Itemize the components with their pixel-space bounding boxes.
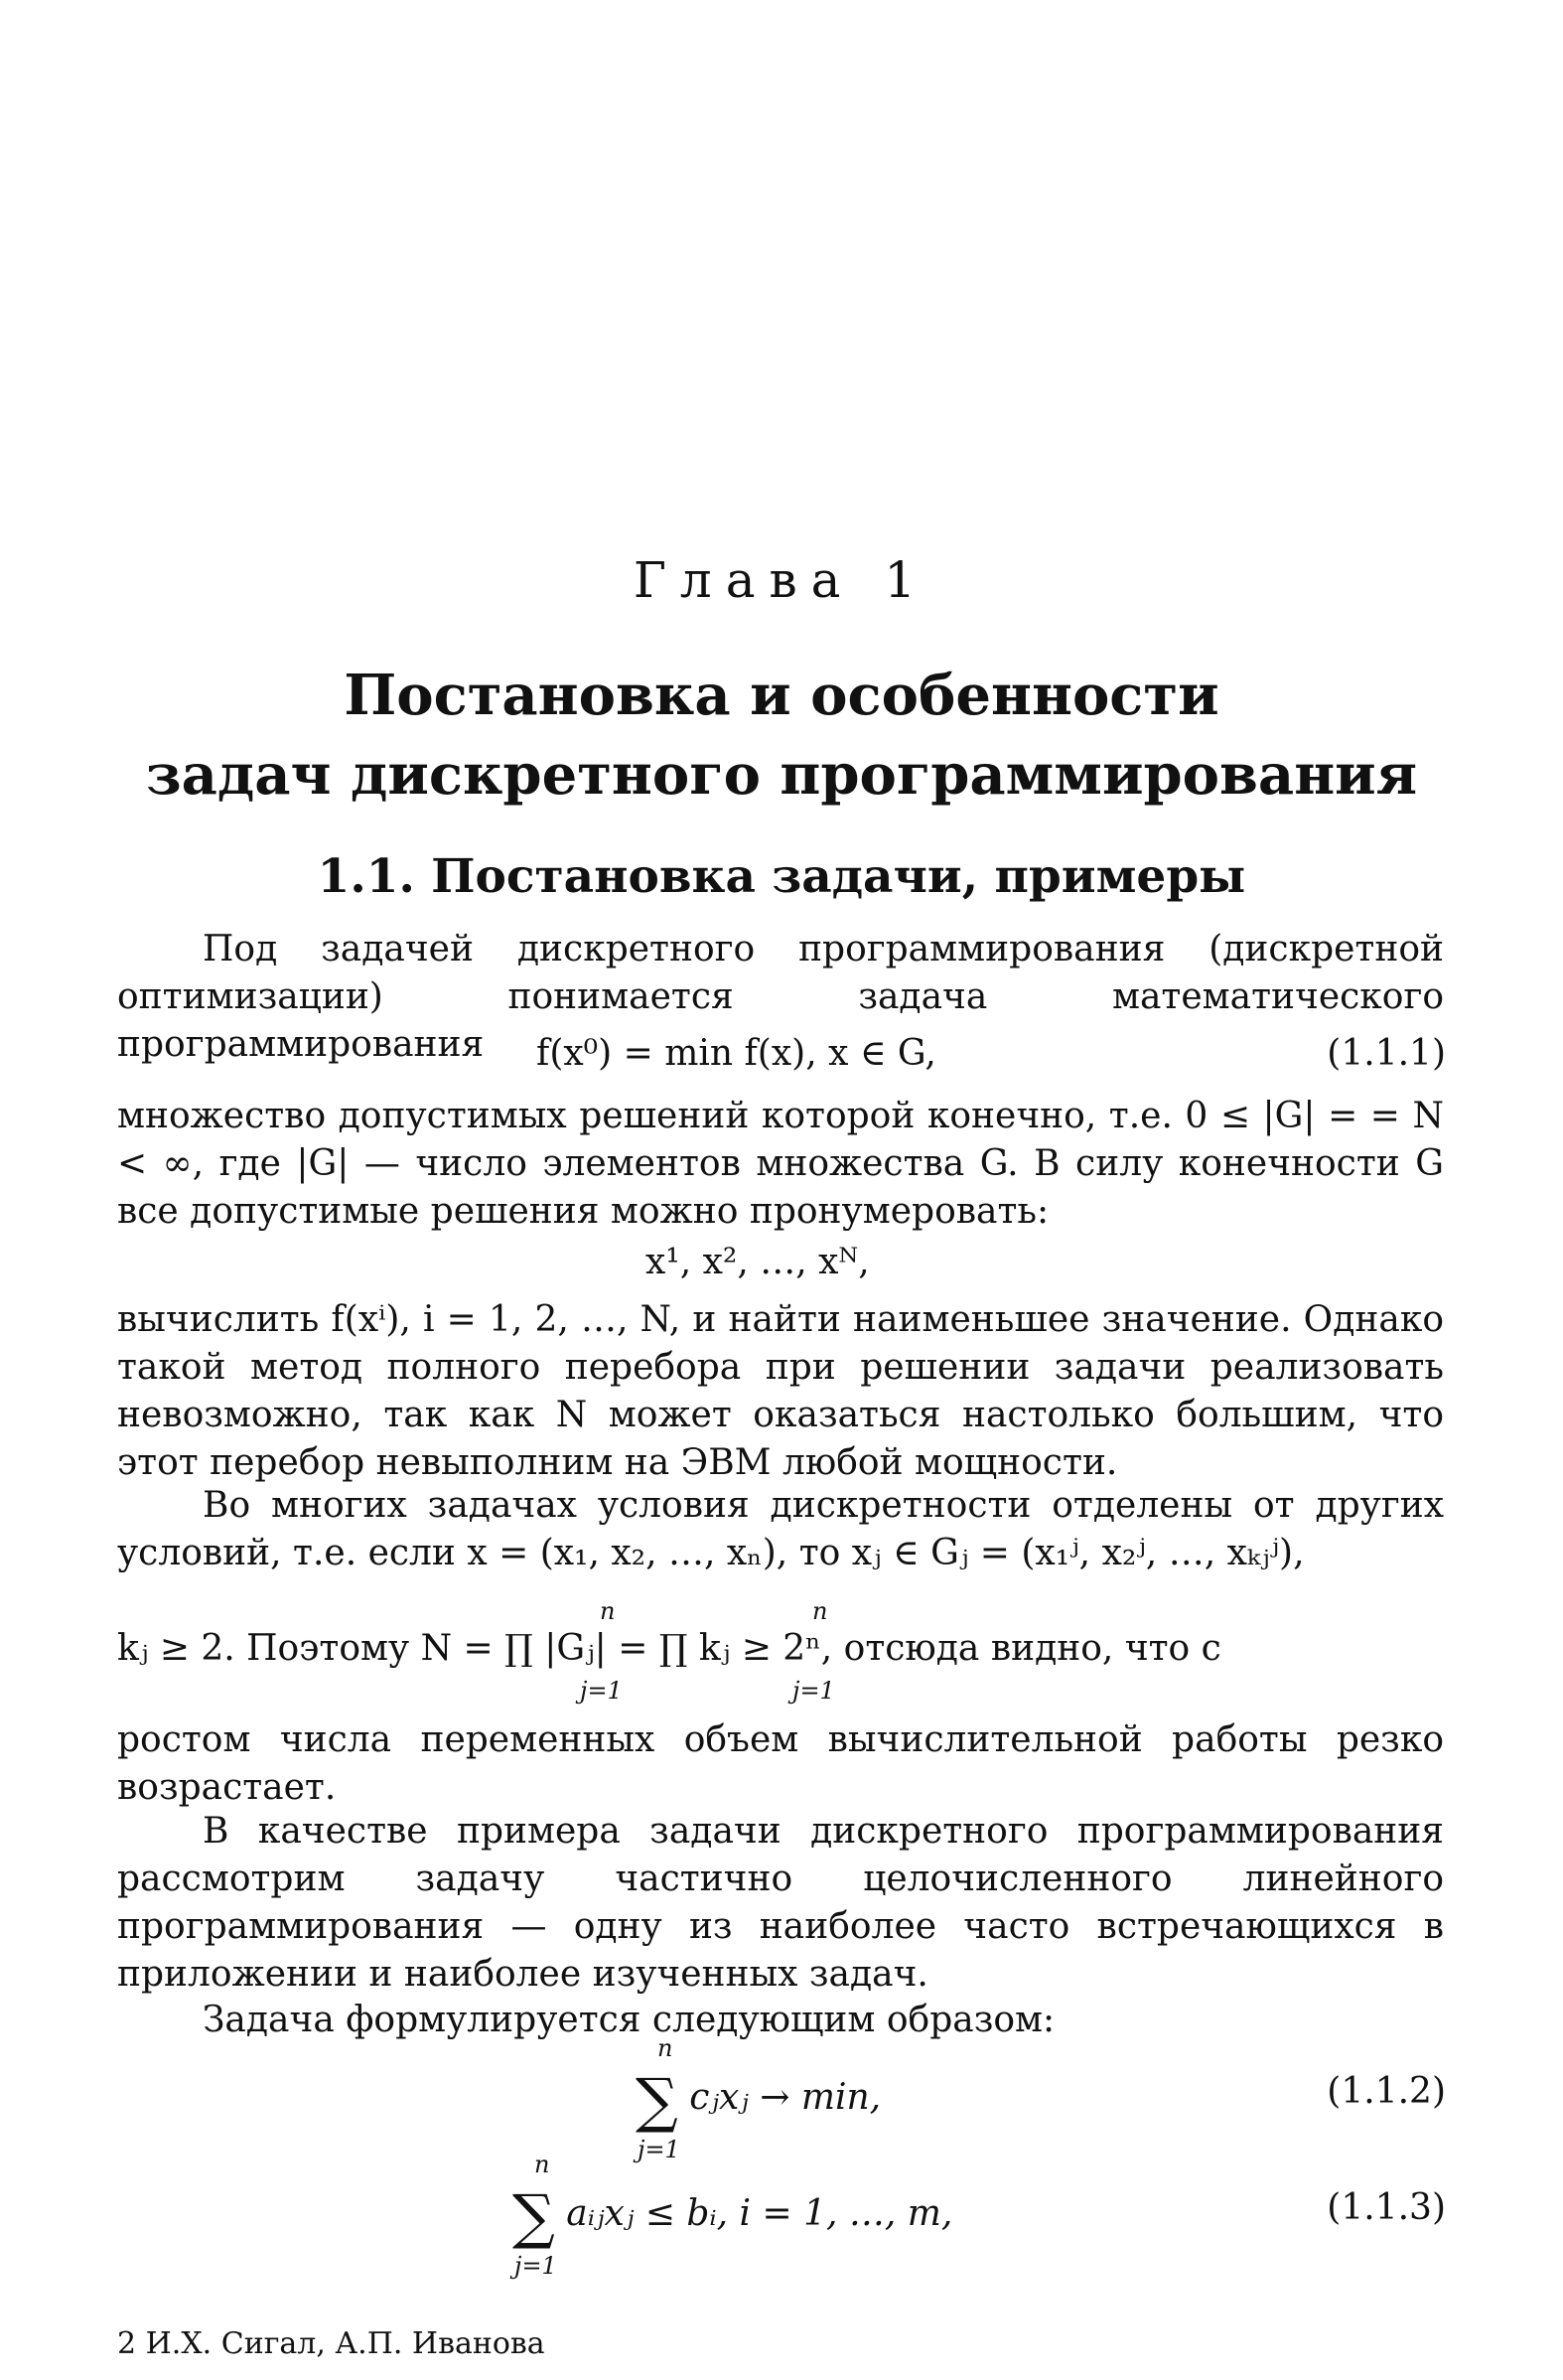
equation-number-1-1-3: (1.1.3) [1327, 2187, 1446, 2228]
product-upper-1: n [600, 1597, 616, 1625]
sum-lower-1: j=1 [638, 2136, 680, 2163]
sum-symbol-1: ∑ [636, 2066, 678, 2136]
equation-1-1-2-body: cⱼxⱼ → min, [689, 2077, 882, 2118]
sum-upper-1: n [657, 2034, 673, 2062]
equation-1-1-3 [512, 2182, 952, 2252]
paragraph-1: Под задачей дискретного программирования (дискретной оптимизации) понимается задача математического программирования [117, 929, 1444, 1065]
section-title: 1.1. Постановка задачи, примеры [317, 849, 1246, 904]
equation-1-1-2 [636, 2066, 881, 2136]
paragraph-4c: ростом числа переменных объем вычислительной работы резко возрастает. [117, 1719, 1444, 1808]
equation-1-1-1: f(x⁰) = min f(x), x ∈ G, [536, 1033, 936, 1074]
chapter-label: Глава 1 [633, 551, 930, 609]
equation-number-1-1-1: (1.1.1) [1327, 1033, 1446, 1074]
paragraph-4b: kⱼ ≥ 2. Поэтому N = ∏ |Gⱼ| = ∏ kⱼ ≥ 2ⁿ, отсюда видно, что с [117, 1628, 1221, 1669]
sequence-x: x¹, x², …, xᴺ, [645, 1242, 870, 1282]
sum-lower-2: j=1 [514, 2252, 557, 2280]
paragraph-3: вычислить f(xⁱ), i = 1, 2, …, N, и найти наименьшее значение. Однако такой метод полного перебора при решении задачи реализовать невозможно, так как N может оказаться настолько большим, что этот перебор невыполним на ЭВМ любой мощности. [117, 1299, 1444, 1483]
paragraph-4a: Во многих задачах условия дискретности отделены от других условий, т.е. если x = (x₁, x₂, …, xₙ), то xⱼ ∈ Gⱼ = (x₁ʲ, x₂ʲ, …, xₖⱼʲ), [117, 1485, 1444, 1573]
chapter-title-line2: задач дискретного программирования [145, 742, 1418, 808]
paragraph-2: множество допустимых решений которой конечно, т.е. 0 ≤ |G| = = N < ∞, где |G| — число элементов множества G. В силу конечности G все допустимые решения можно пронумеровать: [117, 1096, 1444, 1232]
equation-1-1-3-body: aᵢⱼxⱼ ≤ bᵢ, i = 1, …, m, [566, 2193, 953, 2234]
sum-upper-2: n [534, 2151, 550, 2178]
product-upper-2: n [812, 1597, 828, 1625]
paragraph-5: В качестве примера задачи дискретного программирования рассмотрим задачу частично целочисленного линейного программирования — одну из наиболее часто встречающихся в приложении и наиболее изученных задач. [117, 1811, 1444, 1995]
page-footer: 2 И.Х. Сигал, А.П. Иванова [117, 2326, 545, 2361]
paragraph-6: Задача формулируется следующим образом: [203, 2000, 1056, 2040]
equation-number-1-1-2: (1.1.2) [1327, 2071, 1446, 2112]
chapter-title [0, 656, 1563, 815]
product-lower-2: j=1 [792, 1677, 835, 1705]
product-lower-1: j=1 [580, 1677, 623, 1705]
sum-symbol-2: ∑ [512, 2182, 555, 2252]
chapter-title-line1: Постановка и особенности [344, 663, 1219, 728]
